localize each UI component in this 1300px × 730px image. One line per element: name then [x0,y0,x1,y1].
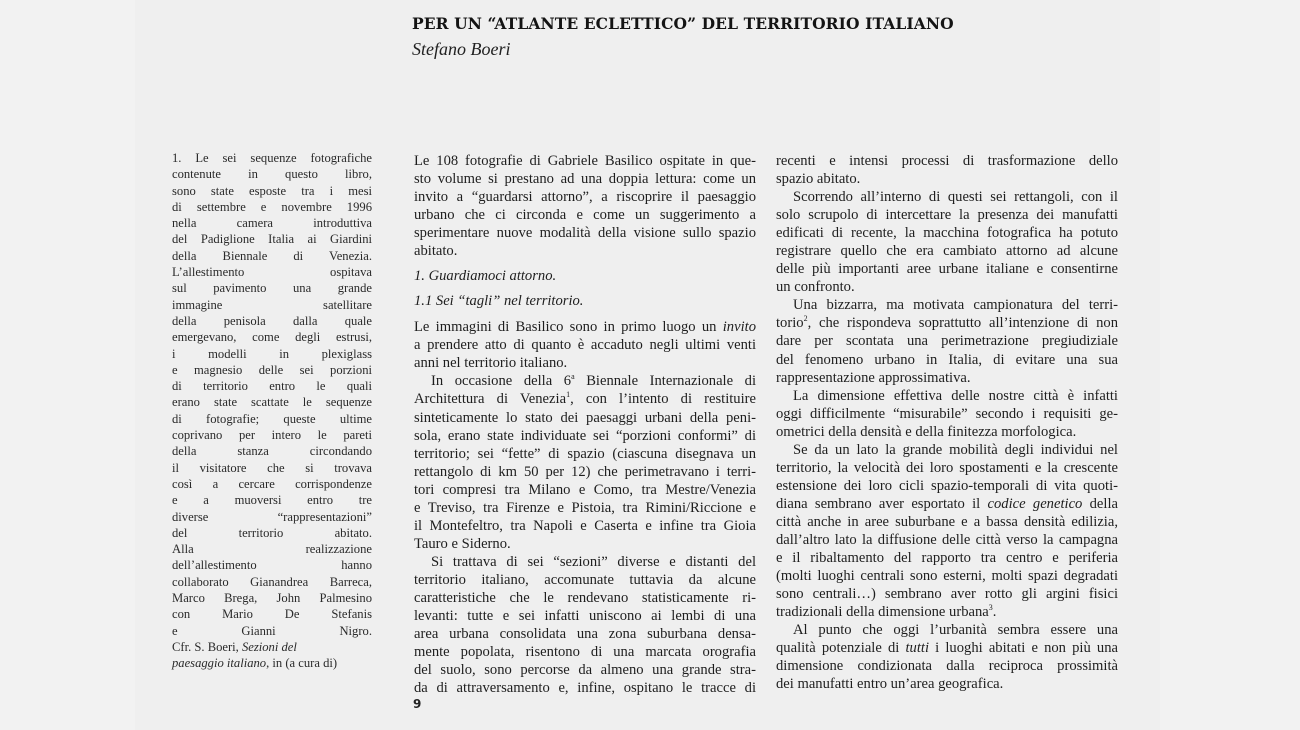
footnote-line: L’allestimento ospitava [172,265,372,280]
footnote-line: della stanza circondando [172,444,372,459]
footnote-line: e magnesio delle sei porzioni [172,362,372,377]
footnote-line: del territorio abitato. [172,525,372,540]
text-line: sto volume si prestano ad una doppia lettura: come un [414,171,756,188]
text-line: (molti luoghi centrali sono esterni, molti spazi degradati [776,568,1118,585]
footnote-line: di fotografie; queste ultime [172,411,372,426]
text-line: territorio, la velocità dei loro spostamenti e la crescente [776,459,1118,476]
intro-paragraph [414,152,756,260]
footnote-line: nella camera introduttiva [172,216,372,231]
paragraph: Le immagini di Basilico sono in primo luogo un invito a prendere atto di quanto è accaduto negli ultimi venti anni nel territorio italiano. [414,319,756,372]
text-line: rettangolo di km 50 per 12) che perimetravano i terri- [414,463,756,480]
footnote-line: i modelli in plexiglass [172,346,372,361]
paragraph [776,387,1118,441]
text-line: un confronto. [776,279,855,296]
text-line: sola, erano state individuate sei “porzioni conformi” di [414,427,756,444]
text-line: abitato. [414,243,458,260]
text-line: urbano che ci circonda e come un suggerimento a [414,207,756,224]
section-heading: 1. Guardiamoci attorno. [414,268,557,285]
text-line: Tauro e Siderno. [414,535,511,552]
text-line: Si trattava di sei “sezioni” diverse e distanti del [431,553,756,570]
footnote-line: il visitatore che si trovava [172,460,372,475]
text-line: e Treviso, tra Firenze e Pistoia, tra Rimini/Riccione e [414,499,756,516]
text-line: territorio italiano, accomunate tuttavia da alcune [414,571,756,588]
footnote-line: Marco Brega, John Palmesino [172,591,372,606]
text-line: sperimentare nuove modalità della visione sullo spazio [414,225,756,242]
footnote-line: erano state scattate le sequenze [172,395,372,410]
text-line: dei manufatti entro un’area geografica. [776,676,1004,693]
footnote-line: della penisola dalla quale [172,313,372,328]
footnote-line: Cfr. S. Boeri, Sezioni del [172,639,297,654]
text-line: del suolo, sono percorse da almeno una grande stra- [414,662,756,679]
text-line: recenti e intensi processi di trasformazione dello [776,153,1118,169]
paragraph: Se da un lato la grande mobilità degli individui nel territorio, la velocità dei loro spostamenti e la crescente estensione dei loro cicli spazio-temporali di vita quoti- diana sembrano aver esportato il codice genetico della città anche in aree suburbane e a bassa densità edilizia, dall’altro lato la diffusione delle città verso la campagna e il ribaltamento del rapporto tra centro e periferia (molti luoghi centrali sono esterni, molti spazi degradati sono centrali…) sembrano aver rotto gli argini fisici tradizionali della dimensione urbana$^3$. [776,441,1118,621]
paragraph [414,553,756,697]
footnote-line: sul pavimento una grande [172,281,372,296]
footnote-line: contenute in questo libro, [172,167,372,182]
footnote-line: coprivano per intero le pareti [172,428,372,443]
text-line: città anche in aree suburbane e a bassa densità edilizia, [776,513,1118,530]
text-line: oggi difficilmente “misurabile” secondo i requisiti ge- [776,405,1118,422]
footnote-line: di territorio entro le quali [172,379,372,394]
article-title: PER UN “ATLANTE ECLETTICO” DEL TERRITORIO ITALIANO [412,14,954,33]
paragraph: Al punto che oggi l’urbanità sembra essere una qualità potenziale di tutti i luoghi abitati e non più una dimensione condizionata dalla reciproca prossimità dei manufatti entro un’area geografica. [776,622,1118,693]
footnote-line: così a cercare corrispondenze [172,476,372,491]
footnote-line: e Gianni Nigro. [172,623,372,638]
text-line: invito a “guardarsi attorno”, a riscoprire il paesaggio [414,189,756,206]
footnote-line: diverse “rappresentazioni” [172,509,372,524]
text-line: Se da un lato la grande mobilità degli individui nel [793,441,1118,458]
text-line: area urbana consolidata una zona suburbana densa- [414,626,756,643]
paragraph: In occasione della 6$^a$ Biennale Internazionale di Architettura di Venezia$^1$, con l’intento di restituire sinteticamente lo stato dei paesaggi urbani della peni- sola, erano state individuate sei “porzioni conformi” di territorio; sei “fette” di spazio (ciascuna disegnava un rettangolo di km 50 per 12) che perimetravano i terri- tori compresi tra Milano e Como, tra Mestre/Venezia e Treviso, tra Firenze e Pistoia, tra Rimini/Riccione e il Montefeltro, tra Napoli e Caserta e infine tra Gioia Tauro e Siderno. [414,372,757,552]
text-line: La dimensione effettiva delle nostre città è infatti [793,387,1118,404]
text-line: registrare quello che era cambiato attorno ad alcune [776,243,1118,260]
text-line: anni nel territorio italiano. [414,355,568,372]
text-line: sinteticamente lo stato dei paesaggi urbani della peni- [414,409,756,426]
text-line: del fenomeno urbano in Italia, di evitare una sua [776,351,1118,368]
footnote-line: immagine satellitare [172,297,372,312]
text-line: dare per scontata una perimetrazione pregiudiziale [776,333,1118,350]
footnote-line: con Mario De Stefanis [172,607,372,622]
text-line: delle più importanti aree urbane italiane e consentirne [776,261,1118,278]
paragraph [776,152,1118,188]
text-line: territorio; sei “fette” di spazio (ciascuna disegnava un [414,445,756,462]
footnote-lines [172,150,372,639]
subsection-heading: 1.1 Sei “tagli” nel territorio. [414,293,584,310]
text-line: a prendere atto di quanto è accaduto negli ultimi venti [414,337,756,354]
footnote-line: della Biennale di Venezia. [172,248,372,263]
footnote-line: collaborato Gianandrea Barreca, [172,574,372,589]
paragraph [776,188,1118,296]
footnote-line: paesaggio italiano, in (a cura di) [172,656,338,671]
text-line: sono centrali…) sembrano aver rotto gli argini fisici [776,586,1118,603]
footnote-line: e a muoversi entro tre [172,493,372,508]
text-line: e il ribaltamento del rapporto tra centro e periferia [776,550,1118,567]
text-line: mente popolata, risentono di una marcata orografia [414,644,756,661]
text-line: rappresentazione approssimativa. [776,369,971,386]
body-column-1 [414,152,756,697]
text-line: dall’altro lato la diffusione delle città verso la campagna [776,531,1118,548]
text-line: tori compresi tra Milano e Como, tra Mestre/Venezia [414,481,756,498]
text-line: Scorrendo all’interno di questi sei rettangoli, con il [793,189,1118,206]
text-line: estensione dei loro cicli spazio-temporali di vita quoti- [776,477,1118,494]
text-line: levanti: tutte e sei infatti uniscono ai lembi di una [414,608,756,625]
article-author: Stefano Boeri [412,39,511,59]
footnote-line: del Padiglione Italia ai Giardini [172,232,372,247]
text-line: da di attraversamento e, infine, ospitano le tracce di [414,680,756,697]
text-line: caratteristiche che le rendevano statisticamente ri- [414,589,756,606]
paragraph: Una bizzarra, ma motivata campionatura del terri- torio$^2$, che rispondeva soprattutto all’intenzione di non dare per scontata una perimetrazione pregiudiziale del fenomeno urbano in Italia, di evitare una sua rappresentazione approssimativa. [776,297,1118,386]
footnote-line: emergevano, come degli estrusi, [172,330,372,345]
footnote-line: 1. Le sei sequenze fotografiche [172,151,372,165]
text-line: spazio abitato. [776,171,861,188]
footnote-line: dell’allestimento hanno [172,558,372,573]
footnote-line: Alla realizzazione [172,542,372,557]
text-line: Le 108 fotografie di Gabriele Basilico ospitate in que- [414,153,756,169]
text-line: il Montefeltro, tra Napoli e Caserta e infine tra Gioia [414,517,756,534]
body-column-2 [776,152,1118,693]
text-line: solo scrupolo di intercettare la presenza dei manufatti [776,207,1118,224]
footnote-sidebar [172,150,372,672]
text-line: ometrici della densità e della finitezza morfologica. [776,423,1077,440]
footnote-line: sono state esposte tra i mesi [172,183,372,198]
footnote-line: di settembre e novembre 1996 [172,199,372,214]
page-number: 9 [413,697,422,711]
text-line: edificati di recente, la macchina fotografica ha potuto [776,225,1118,242]
text-line: dimensione condizionata dalla reciproca prossimità [776,658,1118,675]
